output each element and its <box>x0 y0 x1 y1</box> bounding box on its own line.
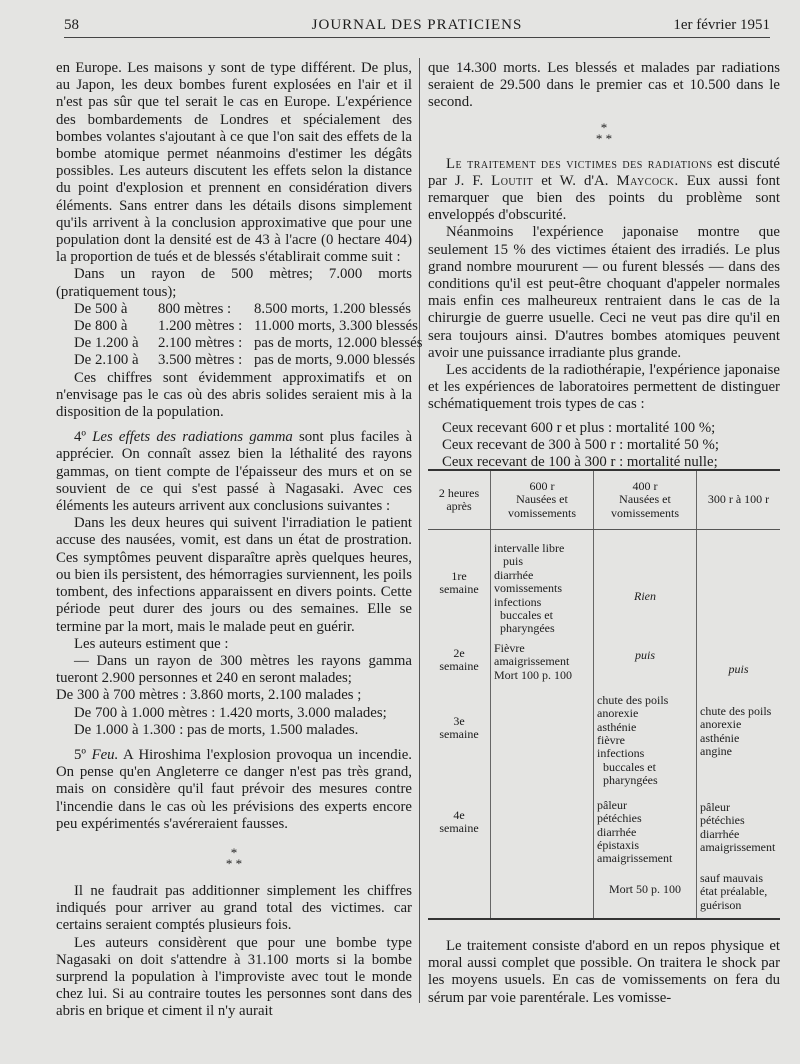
paragraph: Ces chiffres sont évidemment approximatifs et on n'envisage pas le cas où des abris solides seraient mis à la disposition de la population. <box>56 369 412 421</box>
case-list <box>428 420 780 472</box>
list-item: Ceux recevant 600 r et plus : mortalité 100 %; <box>442 419 716 436</box>
issue-date: 1er février 1951 <box>673 17 770 33</box>
distance-to: 2.100 mètres : <box>158 335 243 352</box>
text-run: est discuté par J. F. <box>428 155 780 189</box>
section-title: Les effets des radiations gamma <box>92 429 293 446</box>
page-number: 58 <box>64 17 79 33</box>
left-column <box>56 60 423 1021</box>
section-number: 5º <box>74 746 86 763</box>
section-number: 4º <box>74 429 86 446</box>
list-item: De 700 à 1.000 mètres : 1.420 morts, 3.000 malades; <box>74 704 387 721</box>
section-gamma <box>56 429 412 515</box>
paragraph: Dans les deux heures qui suivent l'irradiation le patient accuse des nausées, vomit, est dans un état de prostration. Ces symptômes peuvent disparaître après quelques heures, ou bien ils persistent, des hémorragies surviennent, les poils tombent, des infections apparaissent en divers points. Cette période peut durer des jours ou des semaines. Elle se termine par la mort, mais le malade peut en guérir. <box>56 515 412 635</box>
week-label <box>428 869 491 919</box>
table-row <box>428 530 780 639</box>
paragraph: que 14.300 morts. Les blessés et malades par radiations seraient de 29.500 dans le premier cas et 10.500 dans le second. <box>428 60 780 111</box>
section-separator: * * * <box>595 119 613 146</box>
text-run: Eux aussi font remarquer que bien des points du problème sont enveloppés d'obscurité. <box>428 172 780 224</box>
section-text: A Hiroshima l'explosion provoqua un incendie. On pense qu'en Angleterre ce danger n'est pas très grand, mais on considère qu'il faut prévoir des mesures contre l'incendie dans le cas où les prévisions des experts encore peu expérimentés s'avéreraient fausses. <box>56 746 412 832</box>
casualty-value: pas de morts, 12.000 blessés <box>254 335 423 352</box>
table-cell: sauf mauvais état préalable, guérison <box>697 869 781 919</box>
casualty-value: 11.000 morts, 3.300 blessés <box>254 318 418 335</box>
table-cell: Fièvre amaigrissement Mort 100 p. 100 <box>491 639 594 691</box>
distance-from: De 800 à <box>74 318 128 335</box>
paragraph: Dans un rayon de 500 mètres; 7.000 morts (pratiquement tous); <box>56 266 412 300</box>
paragraph: Les auteurs considèrent que pour une bombe type Nagasaki on doit s'attendre à 31.100 morts si la bombe surprend la population à l'improviste avec tout le monde chez lui. Si au contraire toutes les personnes sont dans des abris en brique et ciment il n'y aurait <box>56 934 412 1020</box>
treatment-intro <box>428 156 780 225</box>
list-item <box>56 335 423 352</box>
paragraph: Le traitement consiste d'abord en un repos physique et moral aussi complet que possible. On traitera le shock par les moyens usuels. En cas de vomissements on fera du sérum par voie parentérale. Les vomisse- <box>428 938 780 1006</box>
table-cell <box>491 691 594 791</box>
page-header <box>64 15 770 38</box>
table-header: 400 r Nausées et vomissements <box>594 470 697 530</box>
table-row <box>428 691 780 791</box>
author-name: Maycock. <box>616 172 679 189</box>
section-fire <box>56 747 412 833</box>
paragraph: Les auteurs estiment que : <box>74 635 229 652</box>
text-run: et W. d'A. <box>541 172 609 189</box>
table-cell <box>491 791 594 869</box>
week-label: 3e semaine <box>439 713 479 742</box>
journal-title: JOURNAL DES PRATICIENS <box>311 17 523 33</box>
week-label: 4e semaine <box>439 807 479 836</box>
table-row <box>428 791 780 869</box>
distance-from: De 500 à <box>74 300 128 317</box>
table-cell <box>491 869 594 919</box>
week-label: 2e semaine <box>439 645 479 674</box>
list-item: De 1.000 à 1.300 : pas de morts, 1.500 malades. <box>74 721 359 738</box>
table-header-row <box>428 470 780 530</box>
section-title: Feu. <box>91 746 119 763</box>
table-cell: pâleur pétéchies diarrhée amaigrissement <box>697 791 781 869</box>
symptom-schedule-table <box>428 469 780 920</box>
table-row <box>428 869 780 919</box>
table-cell: puis <box>697 639 781 691</box>
table-cell: intervalle libre puis diarrhée vomissements infections buccales et pharyngées <box>491 530 594 639</box>
paragraph: Néanmoins l'expérience japonaise montre que seulement 15 % des victimes étaient des irradiés. Le plus grand nombre moururent — ou furent blessés — dans des conditions qu'il est peut-être choquant d'appeler normales mais enfin ces malheureux rentraient dans le cas de la chirurgie de guerre usuelle. Ceci ne veut pas dire qu'il en sera toujours ainsi. D'autres bombes atomiques peuvent avoir une puissance irradiante plus grande. <box>428 224 780 361</box>
list-item <box>56 318 418 335</box>
paragraph: Il ne faudrait pas additionner simplement les chiffres indiqués pour arriver au grand total des victimes. car certains seraient comptés plusieurs fois. <box>56 882 412 934</box>
mortality-list <box>56 687 412 739</box>
list-item: Ceux recevant de 300 à 500 r : mortalité 50 %; <box>442 436 719 453</box>
table-cell: pâleur pétéchies diarrhée épistaxis amaigrissement <box>594 791 697 869</box>
section-text: sont plus faciles à apprécier. On connaît assez bien la léthalité des rayons gammas, on tient compte de l'épaisseur des murs et on se souvient de ce qui s'est passé à Nagasaki. Avec ces éléments les auteurs arrivent aux conclusions suivantes : <box>56 429 413 515</box>
distance-from: De 2.100 à <box>74 352 139 369</box>
casualty-distance-list <box>56 300 423 370</box>
casualty-value: 8.500 morts, 1.200 blessés <box>254 300 412 317</box>
table-cell: Rien <box>594 530 697 639</box>
table-row <box>428 639 780 691</box>
list-item <box>56 352 416 369</box>
table-cell: chute des poils anorexie asthénie fièvre infections buccales et pharyngées <box>594 691 697 791</box>
author-name: Loutit <box>491 172 534 189</box>
section-lead: Le traitement des victimes des radiations <box>446 155 713 172</box>
table-header: 600 r Nausées et vomissements <box>491 470 594 530</box>
list-item: Ceux recevant de 100 à 300 r : mortalité nulle; <box>442 454 718 471</box>
distance-to: 800 mètres : <box>158 300 232 317</box>
casualty-value: pas de morts, 9.000 blessés <box>254 352 416 369</box>
distance-to: 3.500 mètres : <box>158 352 243 369</box>
paragraph: Les accidents de la radiothérapie, l'expérience japonaise et les expériences de laboratoires permettent de distinguer schématiquement trois types de cas : <box>428 362 780 413</box>
right-column <box>428 60 780 471</box>
column-divider <box>419 58 420 1003</box>
paragraph: en Europe. Les maisons y sont de type différent. De plus, au Japon, les deux bombes furent explosées en l'air et il n'est pas sûr que tel serait le cas en Europe. L'expérience des bombardements de Londres et spécialement des bombes volantes s'ajoutant à ce que l'on sait des effets de la bombe atomique permet néanmoins d'estimer les dégâts possibles. Les auteurs discutent les effets selon la distance du point d'explosion et prennent en considération divers éléments. Sans entrer dans les détails disons simplement qu'ils arrivent à la conclusion approximative que pour une population dont la densité est de 43 à l'acre (0 hectare 404) la proportion de tués et de blessés s'établirait comme suit : <box>56 60 412 266</box>
list-item <box>56 301 412 318</box>
distance-to: 1.200 mètres : <box>158 318 243 335</box>
table-cell <box>697 530 781 639</box>
table-cell: puis <box>594 639 697 691</box>
table-header: 300 r à 100 r <box>697 470 781 530</box>
list-item: De 300 à 700 mètres : 3.860 morts, 2.100 malades ; <box>56 687 362 704</box>
table-cell: Mort 50 p. 100 <box>594 869 697 919</box>
table-cell: chute des poils anorexie asthénie angine <box>697 691 781 791</box>
section-separator: * * * <box>225 844 243 871</box>
paragraph: — Dans un rayon de 300 mètres les rayons gamma tueront 2.900 personnes et 240 en seront malades; <box>56 652 412 687</box>
treatment-paragraph <box>428 938 780 1007</box>
table-header: 2 heures après <box>428 470 491 530</box>
week-label: 1re semaine <box>439 569 479 597</box>
distance-from: De 1.200 à <box>74 335 139 352</box>
